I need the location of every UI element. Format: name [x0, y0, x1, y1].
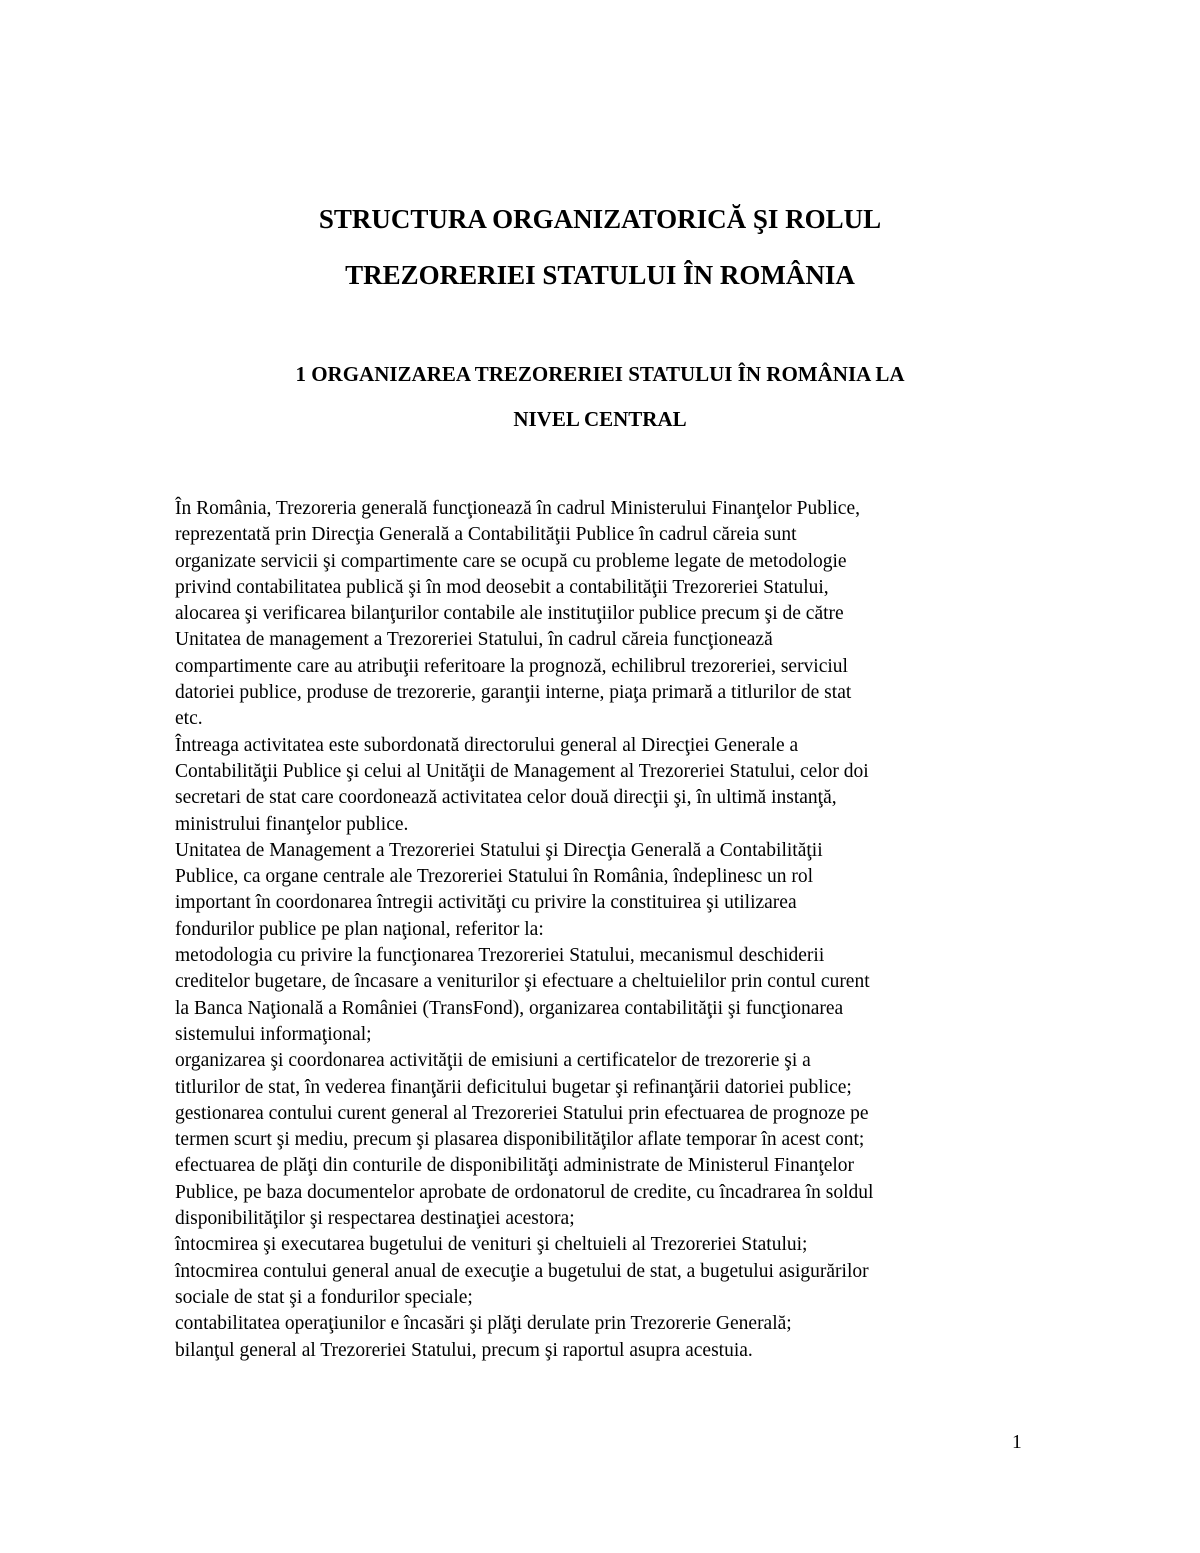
section-heading	[0, 352, 1200, 442]
document-title	[0, 191, 1200, 303]
body-line: Întreaga activitatea este subordonată directorului general al Direcţiei Generale a	[175, 734, 799, 756]
body-line: titlurilor de stat, în vederea finanţării deficitului bugetar şi refinanţării datoriei publice;	[175, 1076, 852, 1098]
page-number: 1	[1012, 1432, 1022, 1453]
body-line: În România, Trezoreria generală funcţionează în cadrul Ministerului Finanţelor Publice,	[175, 498, 860, 519]
body-line: privind contabilitatea publică şi în mod deosebit a contabilităţii Trezoreriei Statului,	[175, 576, 829, 598]
body-line: datoriei publice, produse de trezorerie, garanţii interne, piaţa primară a titlurilor de stat	[175, 682, 852, 704]
body-line: Unitatea de Management a Trezoreriei Statului şi Direcţia Generală a Contabilităţii	[175, 839, 823, 861]
section-heading-line: NIVEL CENTRAL	[513, 407, 687, 431]
section-heading-line: 1 ORGANIZAREA TREZORERIEI STATULUI ÎN ROMÂNIA LA	[295, 362, 905, 386]
body-line: gestionarea contului curent general al Trezoreriei Statului prin efectuarea de prognoze pe	[175, 1102, 869, 1124]
body-line: Publice, ca organe centrale ale Trezoreriei Statului în România, îndeplinesc un rol	[175, 866, 814, 888]
body-line: întocmirea contului general anual de execuţie a bugetului de stat, a bugetului asigurărilor	[175, 1260, 869, 1282]
body-line: etc.	[175, 708, 203, 730]
document-title-line: STRUCTURA ORGANIZATORICĂ ŞI ROLUL	[318, 204, 882, 234]
body-line: organizarea şi coordonarea activităţii de emisiuni a certificatelor de trezorerie şi a	[175, 1050, 811, 1072]
body-line: termen scurt şi mediu, precum şi plasarea disponibilităţilor aflate temporar în acest cont;	[175, 1129, 865, 1151]
body-line: disponibilităţilor şi respectarea destinaţiei acestora;	[175, 1208, 575, 1230]
body-text	[175, 496, 1055, 1364]
body-line: creditelor bugetare, de încasare a veniturilor şi efectuare a cheltuielilor prin contul curent	[175, 971, 870, 993]
body-line: important în coordonarea întregii activităţi cu privire la constituirea şi utilizarea	[175, 892, 797, 914]
body-line: întocmirea şi executarea bugetului de venituri şi cheltuieli al Trezoreriei Statului;	[175, 1234, 808, 1256]
body-line: Publice, pe baza documentelor aprobate de ordonatorul de credite, cu încadrarea în soldul	[175, 1181, 874, 1203]
body-line: organizate servicii şi compartimente care se ocupă cu probleme legate de metodologie	[175, 550, 847, 572]
body-line: ministrului finanţelor publice.	[175, 813, 409, 835]
body-line: contabilitatea operaţiunilor e încasări şi plăţi derulate prin Trezorerie Generală;	[175, 1313, 792, 1335]
document-title-line: TREZORERIEI STATULUI ÎN ROMÂNIA	[345, 260, 855, 290]
body-line: efectuarea de plăţi din conturile de disponibilităţi administrate de Ministerul Finanţelor	[175, 1155, 855, 1177]
body-line: la Banca Naţională a României (TransFond), organizarea contabilităţii şi funcţionarea	[175, 997, 844, 1019]
body-line: Unitatea de management a Trezoreriei Statului, în cadrul căreia funcţionează	[175, 629, 773, 651]
body-line: Contabilităţii Publice şi celui al Unităţii de Management al Trezoreriei Statului, celor doi	[175, 760, 869, 782]
body-line: secretari de stat care coordonează activitatea celor două direcţii şi, în ultimă instanţă,	[175, 787, 837, 809]
body-line: compartimente care au atribuţii referitoare la prognoză, echilibrul trezoreriei, serviciul	[175, 655, 848, 677]
body-line: bilanţul general al Trezoreriei Statului, precum şi raportul asupra acestuia.	[175, 1339, 753, 1361]
body-line: reprezentată prin Direcţia Generală a Contabilităţii Publice în cadrul căreia sunt	[175, 524, 797, 546]
body-line: sociale de stat şi a fondurilor speciale;	[175, 1286, 473, 1308]
body-line: fondurilor publice pe plan naţional, referitor la:	[175, 918, 544, 940]
body-line: metodologia cu privire la funcţionarea Trezoreriei Statului, mecanismul deschiderii	[175, 945, 825, 967]
body-line: sistemului informaţional;	[175, 1023, 372, 1045]
body-line: alocarea şi verificarea bilanţurilor contabile ale instituţiilor publice precum şi de către	[175, 603, 844, 625]
